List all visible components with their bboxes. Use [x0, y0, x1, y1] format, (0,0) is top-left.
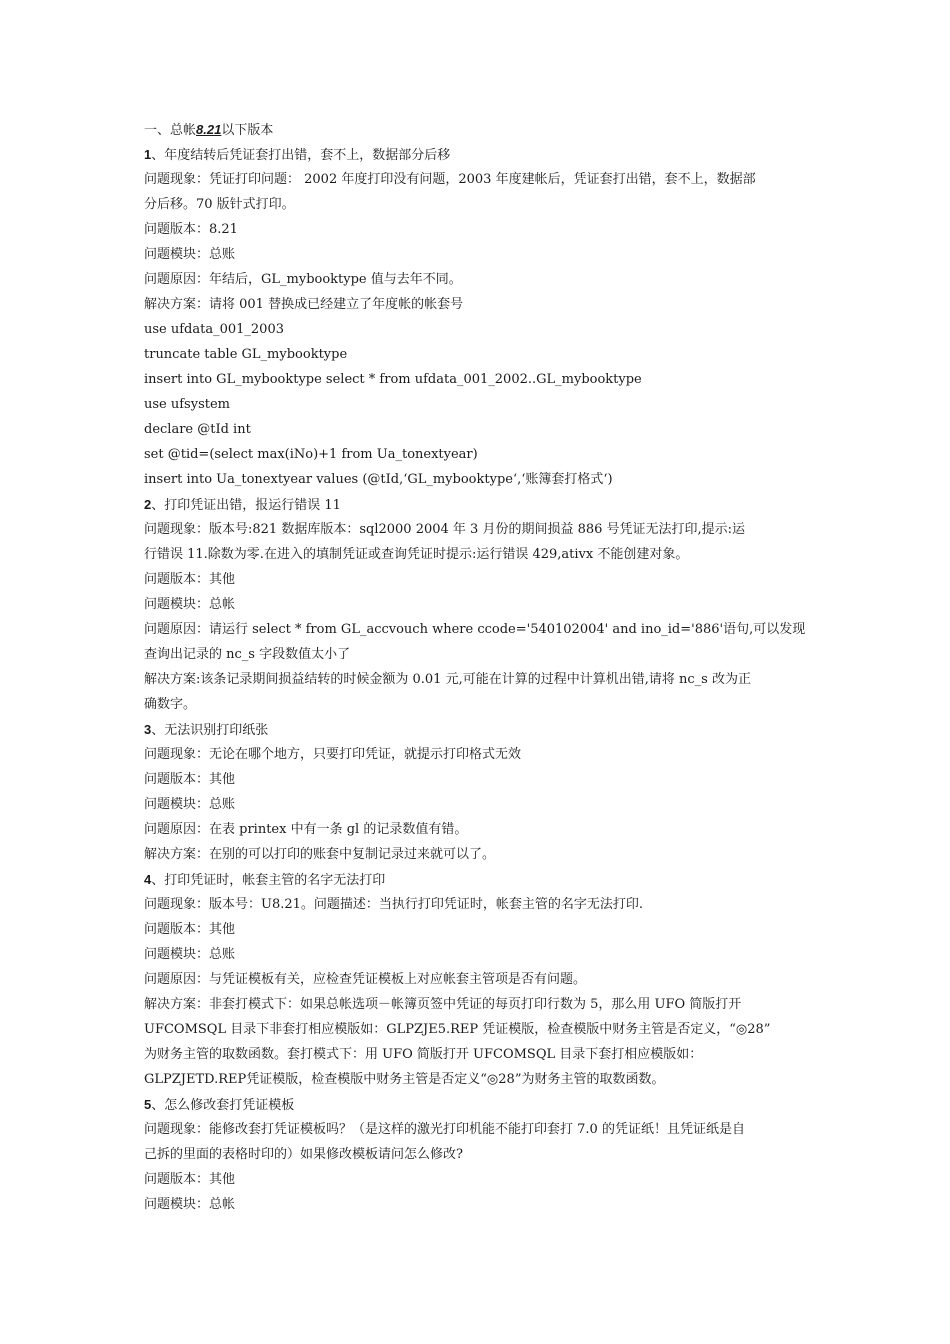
body-line: 问题版本：其他	[144, 922, 236, 937]
body-line: use ufdata_001_2003	[144, 322, 284, 337]
document-body	[144, 117, 810, 1217]
section-title	[144, 867, 810, 892]
body-line: 问题版本：其他	[144, 772, 236, 787]
section-number: 2	[144, 497, 152, 512]
section-title-text: 、无法识别打印纸张	[151, 723, 269, 738]
body-line: 行错误 11.除数为零.在进入的填制凭证或查询凭证时提示:运行错误 429,ativx 不能创建对象。	[144, 547, 689, 562]
section-number: 3	[144, 722, 152, 737]
body-line: insert into GL_mybooktype select * from ufdata_001_2002..GL_mybooktype	[144, 372, 642, 387]
body-line: 解决方案：非套打模式下：如果总帐选项－帐簿页签中凭证的每页打印行数为 5，那么用 UFO 简版打开	[144, 997, 742, 1012]
body-line: 查询出记录的 nc_s 字段数值太小了	[144, 647, 351, 662]
body-line: use ufsystem	[144, 397, 230, 412]
body-line: 问题版本：其他	[144, 572, 236, 587]
body-line: 问题现象：能修改套打凭证模板吗？（是这样的激光打印机能不能打印套打 7.0 的凭证纸！且凭证纸是自	[144, 1122, 745, 1137]
section-number: 4	[144, 872, 152, 887]
body-line: 解决方案：在别的可以打印的账套中复制记录过来就可以了。	[144, 847, 496, 862]
section-title-text: 、打印凭证出错，报运行错误 11	[151, 498, 341, 513]
section-title	[144, 1092, 810, 1117]
body-line: 问题版本：其他	[144, 1172, 236, 1187]
body-line: 问题模块：总账	[144, 797, 236, 812]
body-line: 分后移。70 版针式打印。	[144, 197, 295, 212]
page-heading	[144, 117, 810, 142]
body-line: declare @tId int	[144, 422, 251, 437]
section-title	[144, 717, 810, 742]
body-line: UFCOMSQL 目录下非套打相应模版如：GLPZJE5.REP 凭证模版，检查模版中财务主管是否定义，“◎28”	[144, 1022, 771, 1037]
body-line: truncate table GL_mybooktype	[144, 347, 348, 362]
body-line: 问题现象：无论在哪个地方，只要打印凭证，就提示打印格式无效	[144, 747, 522, 762]
body-line: set @tid=(select max(iNo)+1 from Ua_tonextyear)	[144, 447, 478, 462]
section-number: 5	[144, 1097, 152, 1112]
section-title-text: 、年度结转后凭证套打出错，套不上，数据部分后移	[151, 148, 451, 163]
section-title	[144, 492, 810, 517]
body-line: GLPZJETD.REP凭证模版，检查模版中财务主管是否定义“◎28”为财务主管的取数函数。	[144, 1072, 665, 1087]
body-line: 确数字。	[144, 697, 197, 712]
section-number: 1	[144, 147, 152, 162]
body-line: 为财务主管的取数函数。套打模式下：用 UFO 简版打开 UFCOMSQL 目录下套打相应模版如：	[144, 1047, 703, 1062]
body-line: 问题原因：在表 printex 中有一条 gl 的记录数值有错。	[144, 822, 468, 837]
body-line: 问题现象：凭证打印问题： 2002 年度打印没有问题，2003 年度建帐后，凭证套打出错，套不上，数据部	[144, 172, 756, 187]
body-line: 解决方案:该条记录期间损益结转的时候金额为 0.01 元,可能在计算的过程中计算机出错,请将 nc_s 改为正	[144, 672, 751, 687]
body-line: 问题现象：版本号:821 数据库版本：sql2000 2004 年 3 月份的期间损益 886 号凭证无法打印,提示:运	[144, 522, 746, 537]
body-line: 己拆的里面的表格时印的）如果修改模板请问怎么修改?	[144, 1147, 463, 1162]
body-line: 问题模块：总账	[144, 947, 236, 962]
heading-suffix: 以下版本	[221, 123, 274, 138]
body-line: 问题原因：请运行 select * from GL_accvouch where ccode='540102004' and ino_id='886'语句,可以发现	[144, 622, 806, 637]
sections-container	[144, 142, 810, 1217]
body-line: 问题现象：版本号：U8.21。问题描述：当执行打印凭证时，帐套主管的名字无法打印.	[144, 897, 644, 912]
body-line: 问题模块：总账	[144, 247, 236, 262]
body-line: 问题原因：年结后，GL_mybooktype 值与去年不同。	[144, 272, 462, 287]
body-line: 问题模块：总帐	[144, 597, 236, 612]
body-line: insert into Ua_tonextyear values (@tId,‘GL_mybooktype‘,‘账簿套打格式‘)	[144, 472, 613, 487]
body-line: 问题模块：总帐	[144, 1197, 236, 1212]
body-line: 解决方案：请将 001 替换成已经建立了年度帐的帐套号	[144, 297, 464, 312]
heading-prefix: 一、总帐	[144, 123, 197, 138]
body-line: 问题版本：8.21	[144, 222, 238, 237]
section-title	[144, 142, 810, 167]
section-title-text: 、打印凭证时，帐套主管的名字无法打印	[151, 873, 386, 888]
heading-version: 8.21	[196, 122, 222, 137]
section-title-text: 、怎么修改套打凭证模板	[151, 1098, 295, 1113]
body-line: 问题原因：与凭证模板有关，应检查凭证模板上对应帐套主管项是否有问题。	[144, 972, 587, 987]
